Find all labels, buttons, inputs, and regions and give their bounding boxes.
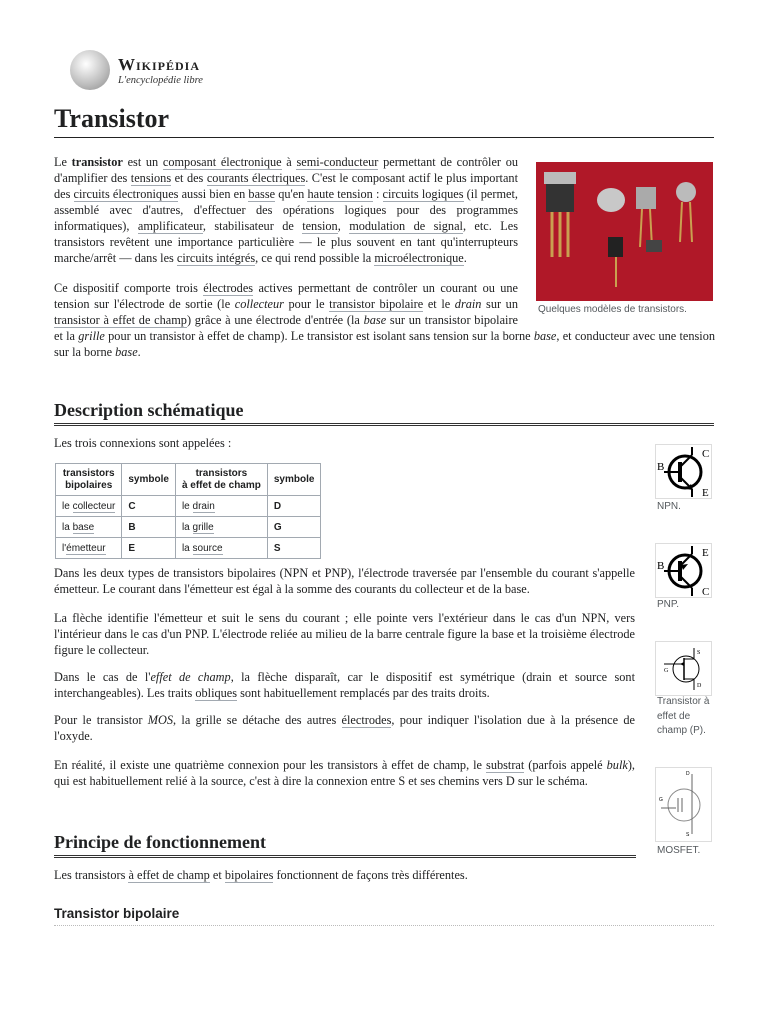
- pnp-caption: PNP.: [657, 599, 680, 610]
- italic-term: MOS: [147, 713, 174, 727]
- npn-symbol[interactable]: [655, 444, 712, 499]
- wiki-link[interactable]: substrat: [486, 758, 525, 772]
- text-run: En réalité, il existe une quatrième connexion pour les transistors à effet de champ, le: [54, 758, 487, 772]
- text-run: . C'est le composant actif le plus important des: [54, 171, 518, 201]
- globe-icon: [70, 50, 110, 90]
- text-run: Pour le transistor: [54, 713, 148, 727]
- text-run: sur un transistor bipolaire et la: [54, 313, 519, 343]
- text-run: :: [372, 187, 383, 201]
- wiki-link[interactable]: électrodes: [203, 281, 254, 295]
- text-run: sont habituellement remplacés par des traits droits.: [237, 686, 490, 700]
- text-run: Dans le cas de l': [54, 670, 151, 684]
- mosfet-icon: [656, 768, 711, 841]
- text-run: (il permet, assemblé avec d'autres, d'effectuer des opérations logiques pour des programmes informatiques),: [54, 187, 518, 233]
- table-cell: B: [122, 517, 176, 538]
- wiki-link[interactable]: semi-conducteur: [296, 155, 379, 169]
- wikipedia-logo[interactable]: [70, 50, 203, 90]
- paragraph: [54, 435, 634, 451]
- symbol-label: C: [702, 586, 710, 597]
- logo-title: Wikipédia: [118, 54, 201, 74]
- wiki-link[interactable]: microélectronique: [374, 251, 464, 265]
- wiki-link[interactable]: circuits intégrés: [176, 251, 256, 265]
- text-run: , stabilisateur de: [202, 219, 303, 233]
- table-row: [56, 538, 321, 559]
- wiki-link[interactable]: composant électronique: [162, 155, 282, 169]
- italic-term: base: [533, 329, 557, 343]
- wiki-link[interactable]: collecteur: [72, 500, 116, 512]
- paragraph: [54, 669, 635, 701]
- page-title: Transistor: [54, 104, 714, 138]
- text-run: ), qui est habituellement relié à la source, c'est à dire la connexion entre S et ses chemins vers D sur le schéma.: [54, 758, 635, 788]
- symbol-label: S: [697, 650, 701, 656]
- table-cell: le collecteur: [56, 496, 122, 517]
- table-cell: S: [267, 538, 321, 559]
- text-run: qu'en: [275, 187, 308, 201]
- symbol-label: B: [657, 560, 665, 572]
- text-run: permettant de contrôler ou d'amplifier des: [54, 155, 518, 185]
- text-run: et des: [171, 171, 207, 185]
- italic-term: drain: [454, 297, 482, 311]
- wiki-link[interactable]: grille: [192, 521, 214, 533]
- wiki-link[interactable]: source: [192, 542, 223, 554]
- text-run: .: [463, 251, 467, 265]
- table-cell: D: [267, 496, 321, 517]
- wiki-link[interactable]: tension: [302, 219, 338, 233]
- text-run: sur un: [481, 297, 518, 311]
- table-header: transistors à effet de champ: [175, 464, 267, 496]
- text-run: , etc. Les transistors revêtent une importance particulière — le plus souvent en tant qu'interrupteurs marche/arrêt — dans les: [54, 219, 518, 265]
- text-run: Ce dispositif comporte trois: [54, 281, 204, 295]
- wiki-link[interactable]: circuits logiques: [382, 187, 464, 201]
- table-row: [56, 496, 321, 517]
- text-run: est un: [122, 155, 163, 169]
- symbol-label: G: [664, 668, 669, 674]
- paragraph: [54, 712, 635, 744]
- table-header: symbole: [267, 464, 321, 496]
- text-run: Les trois connexions sont appelées :: [54, 436, 232, 450]
- text-run: pour le: [283, 297, 330, 311]
- table-cell: C: [122, 496, 176, 517]
- section-heading: Principe de fonctionnement: [54, 832, 636, 858]
- figure: [536, 162, 715, 318]
- symbol-label: C: [702, 448, 710, 460]
- text-run: actives permettant de contrôler un courant ou une tension sur l'électrode de sortie (le: [54, 281, 518, 311]
- wiki-link[interactable]: transistor bipolaire: [329, 297, 424, 311]
- paragraph: [54, 610, 635, 658]
- symbol-label: B: [657, 461, 665, 473]
- paragraph: [54, 867, 635, 883]
- fet-icon: [656, 642, 711, 695]
- symbol-label: S: [686, 832, 690, 838]
- text-run: .: [137, 345, 141, 359]
- symbol-label: G: [659, 797, 663, 803]
- table-header-row: [56, 464, 321, 496]
- wiki-link[interactable]: obliques: [195, 686, 238, 700]
- transistors-image: [536, 162, 713, 301]
- bold-term: transistor: [71, 155, 123, 169]
- wiki-link[interactable]: tensions: [130, 171, 172, 185]
- italic-term: grille: [78, 329, 105, 343]
- text-run: Le: [54, 155, 72, 169]
- symbol-label: D: [697, 683, 702, 689]
- text-run: , ce qui rend possible la: [255, 251, 375, 265]
- text-run: , la flèche disparaît, car le dispositif est symétrique (drain et source sont interchangeables). Les traits: [54, 670, 635, 700]
- npn-caption: NPN.: [657, 501, 681, 512]
- wiki-link[interactable]: base: [72, 521, 95, 533]
- table-row: [56, 517, 321, 538]
- text-run: (parfois appelé: [524, 758, 607, 772]
- table-cell: l'émetteur: [56, 538, 122, 559]
- table-cell: la base: [56, 517, 122, 538]
- italic-term: effet de champ: [150, 670, 231, 684]
- mosfet-symbol[interactable]: [655, 767, 712, 842]
- intro-section: [54, 154, 715, 360]
- wiki-link[interactable]: drain: [192, 500, 215, 512]
- pnp-symbol[interactable]: [655, 543, 712, 598]
- wiki-link[interactable]: émetteur: [66, 542, 106, 554]
- italic-term: base: [115, 345, 138, 359]
- symbol-label: D: [686, 771, 690, 777]
- text-run: , la grille se détache des autres: [173, 713, 342, 727]
- figure-caption: Quelques modèles de transistors.: [538, 304, 687, 315]
- text-run: , et conducteur avec une tension sur la borne: [54, 329, 715, 359]
- text-run: à: [281, 155, 297, 169]
- logo-subtitle: L'encyclopédie libre: [118, 74, 203, 86]
- symbol-label: E: [702, 547, 709, 559]
- text-run: et le: [423, 297, 455, 311]
- npn-icon: [656, 445, 711, 498]
- wiki-link[interactable]: haute tension: [307, 187, 373, 201]
- text-run: ,: [337, 219, 350, 233]
- fet-symbol[interactable]: [655, 641, 712, 696]
- table-cell: la grille: [175, 517, 267, 538]
- wiki-link[interactable]: basse: [248, 187, 276, 201]
- subsection-heading: Transistor bipolaire: [54, 906, 714, 926]
- wiki-link[interactable]: bipolaires: [224, 868, 274, 882]
- table-cell: E: [122, 538, 176, 559]
- wiki-link[interactable]: électrodes: [341, 713, 392, 727]
- italic-term: collecteur: [234, 297, 284, 311]
- table-cell: la source: [175, 538, 267, 559]
- wiki-link[interactable]: transistor à effet de champ: [54, 313, 187, 327]
- pnp-icon: [656, 544, 711, 597]
- section-heading: Description schématique: [54, 400, 714, 426]
- paragraph: [54, 757, 635, 789]
- wiki-link[interactable]: amplificateur: [137, 219, 203, 233]
- italic-term: base: [363, 313, 387, 327]
- table-header: transistors bipolaires: [56, 464, 122, 496]
- table-cell: le drain: [175, 496, 267, 517]
- wiki-link[interactable]: courants électriques: [206, 171, 306, 185]
- wiki-link[interactable]: circuits électroniques: [73, 187, 179, 201]
- text-run: et: [209, 868, 225, 882]
- text-run: pour un transistor à effet de champ). Le transistor est isolant sans tension sur la borne: [104, 329, 534, 343]
- text-run: Les transistors: [54, 868, 129, 882]
- text-run: aussi bien en: [178, 187, 249, 201]
- wiki-link[interactable]: modulation de signal: [349, 219, 463, 233]
- connections-table: [55, 463, 321, 559]
- fet-caption: Transistor à effet de champ (P).: [657, 696, 710, 736]
- wiki-link[interactable]: à effet de champ: [128, 868, 210, 882]
- table-header: symbole: [122, 464, 176, 496]
- paragraph: [54, 565, 635, 597]
- symbol-label: E: [702, 487, 709, 498]
- text-run: ) grâce à une électrode d'entrée (la: [186, 313, 364, 327]
- mosfet-caption: MOSFET.: [657, 845, 701, 856]
- table-cell: G: [267, 517, 321, 538]
- text-run: Dans les deux types de transistors bipolaires (NPN et PNP), l'électrode traversée par l'ensemble du courant s'appelle émetteur. Le courant dans l'émetteur est égal à la somme des courants du collecteur et de la base.: [54, 566, 635, 596]
- text-run: , pour indiquer l'isolation due à la présence de l'oxyde.: [54, 713, 635, 743]
- text-run: fonctionnent de façons très différentes.: [273, 868, 468, 882]
- text-run: La flèche identifie l'émetteur et suit le sens du courant ; elle pointe vers l'extérieur dans le cas d'un NPN, vers l'intérieur dans le cas d'un PNP. L'électrode reliée au milieu de la barre centrale figure la base et la troisième électrode figure le collecteur.: [54, 611, 635, 657]
- transistors-photo[interactable]: [536, 162, 713, 301]
- italic-term: bulk: [606, 758, 628, 772]
